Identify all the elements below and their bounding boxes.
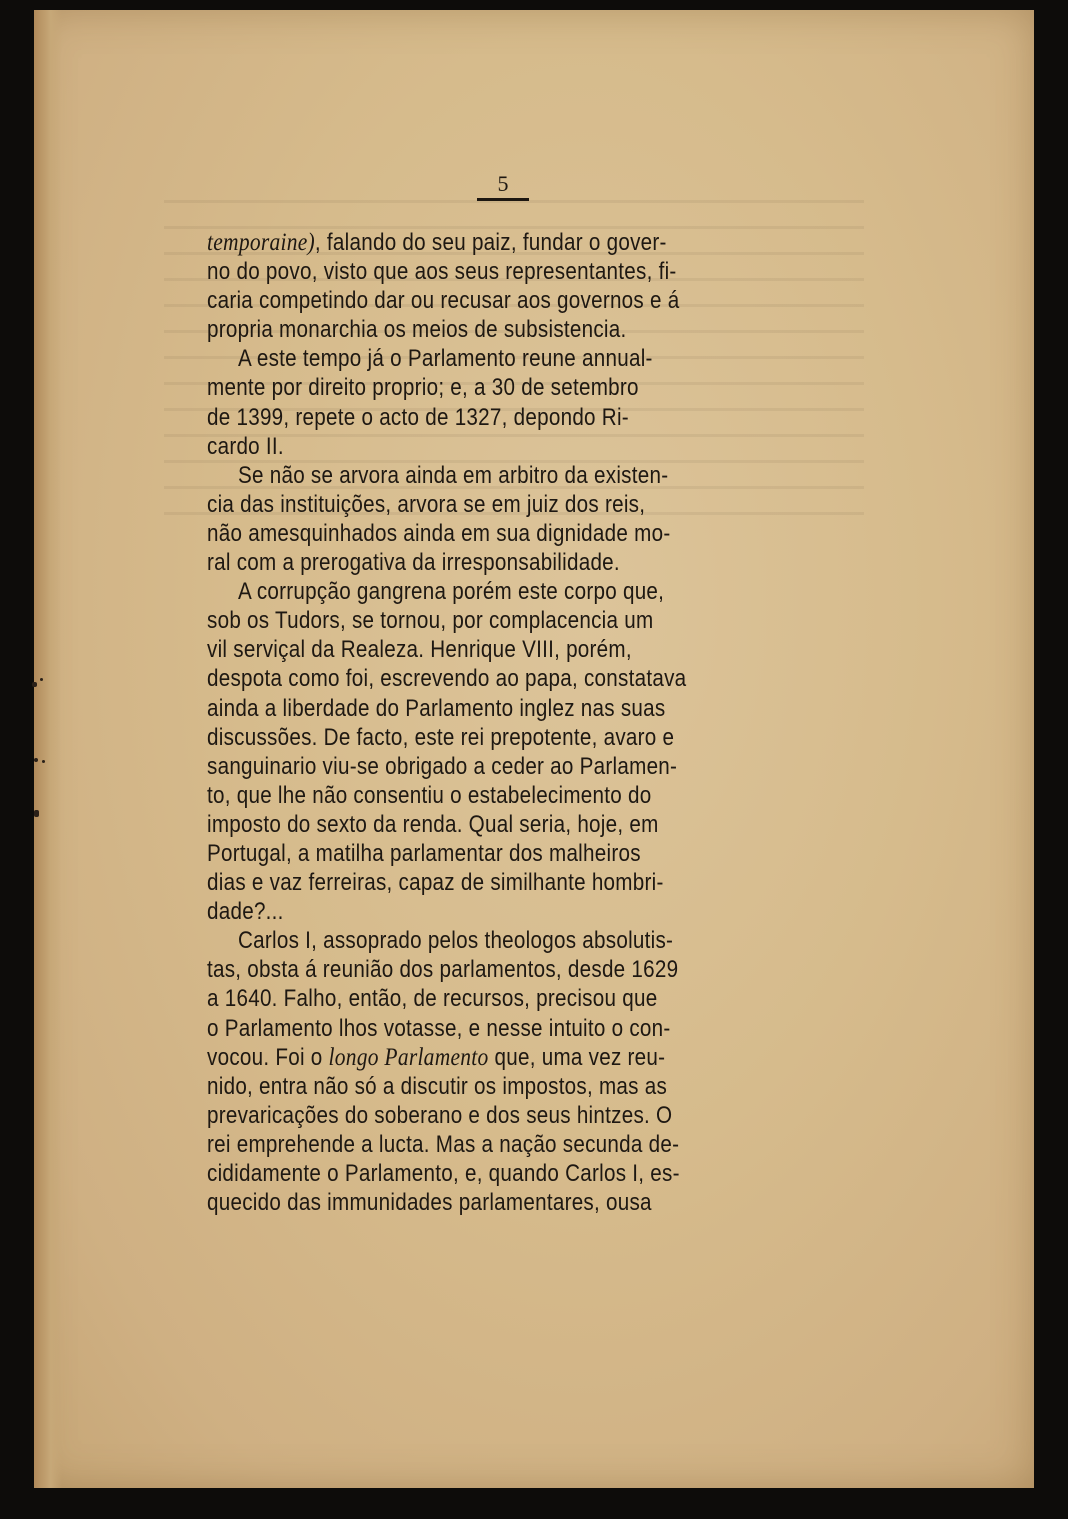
text-line-body: cia das instituições, arvora se em juiz dos reis, — [207, 490, 646, 518]
text-line — [207, 926, 738, 955]
body-text — [207, 228, 825, 1217]
text-line — [207, 548, 738, 577]
page-number: 5 — [497, 171, 509, 196]
text-line-body: A este tempo já o Parlamento reune annual- — [237, 345, 653, 373]
text-line — [207, 228, 738, 257]
text-line-body: caria competindo dar ou recusar aos governos e á — [207, 287, 680, 315]
text-line-body: que, uma vez reu- — [488, 1043, 666, 1071]
text-line-body: sob os Tudors, se tornou, por complacencia um — [207, 607, 654, 635]
text-line-body: dade?... — [207, 898, 284, 926]
text-line — [207, 868, 738, 897]
text-line — [207, 752, 738, 781]
text-line-body: quecido das immunidades parlamentares, ousa — [207, 1189, 652, 1217]
text-line-body: mente por direito proprio; e, a 30 de setembro — [207, 374, 639, 402]
text-line — [207, 664, 738, 693]
text-line-body: de 1399, repete o acto de 1327, depondo Ri- — [207, 403, 629, 431]
text-line-body: tas, obsta á reunião dos parlamentos, desde 1629 — [207, 956, 679, 984]
text-line-body: cididamente o Parlamento, e, quando Carlos I, es- — [207, 1160, 680, 1187]
text-line — [207, 606, 738, 635]
text-line-body: dias e vaz ferreiras, capaz de similhante hombri- — [207, 869, 664, 897]
text-line — [207, 432, 738, 461]
page-number-rule — [477, 198, 529, 201]
text-line-body: ainda a liberdade do Parlamento inglez nas suas — [207, 694, 666, 722]
text-line-body: o Parlamento lhos votasse, e nesse intuito o con- — [207, 1014, 671, 1042]
text-line — [207, 344, 738, 373]
text-line — [207, 1130, 738, 1159]
text-line — [207, 373, 738, 402]
text-line — [207, 257, 738, 286]
text-line-body: cardo II. — [207, 432, 284, 460]
text-line — [207, 694, 738, 723]
text-line — [207, 955, 738, 984]
text-line-body: to, que lhe não consentiu o estabelecimento do — [207, 781, 652, 809]
text-line-body: Carlos I, assoprado pelos theologos absolutis- — [237, 927, 674, 955]
text-line — [207, 839, 738, 868]
text-line — [207, 1072, 738, 1101]
text-line-body: no do povo, visto que aos seus representantes, fi- — [207, 258, 677, 286]
edge-stains — [28, 660, 58, 830]
text-line — [207, 897, 738, 926]
text-line — [207, 984, 738, 1013]
page-header — [473, 172, 533, 201]
text-line — [207, 810, 738, 839]
text-line-body: vil serviçal da Realeza. Henrique VIII, porém, — [207, 636, 632, 664]
text-line-body: sanguinario viu-se obrigado a ceder ao Parlamen- — [207, 752, 678, 780]
text-line — [207, 1043, 738, 1072]
text-line — [207, 461, 738, 490]
text-line — [207, 1101, 738, 1130]
text-line-body: prevaricações do soberano e dos seus hintzes. O — [207, 1101, 673, 1129]
text-line-body: , falando do seu paiz, fundar o gover- — [314, 229, 667, 256]
text-line-body: propria monarchia os meios de subsistencia. — [207, 316, 627, 344]
text-line-body: nido, entra não só a discutir os impostos, mas as — [207, 1072, 668, 1100]
text-line — [207, 635, 738, 664]
text-line-body: Se não se arvora ainda em arbitro da existen- — [237, 461, 669, 489]
text-line-body: Portugal, a matilha parlamentar dos malheiros — [207, 839, 641, 867]
text-line-body: a 1640. Falho, então, de recursos, precisou que — [207, 985, 658, 1013]
text-line-lead: vocou. Foi o — [207, 1043, 329, 1071]
text-line-body: A corrupção gangrena porém este corpo que, — [237, 578, 665, 606]
italic-phrase: longo Parlamento — [328, 1043, 489, 1071]
text-line-body: despota como foi, escrevendo ao papa, constatava — [207, 665, 687, 693]
text-line — [207, 315, 738, 344]
italic-phrase: temporaine) — [207, 229, 315, 256]
text-line — [207, 490, 738, 519]
text-line-body: ral com a prerogativa da irresponsabilidade. — [207, 549, 620, 577]
text-line — [207, 1014, 738, 1043]
text-line-body: discussões. De facto, este rei prepotente, avaro e — [207, 723, 675, 751]
text-line — [207, 403, 738, 432]
text-line-body: imposto do sexto da renda. Qual seria, hoje, em — [207, 810, 659, 838]
text-line — [207, 1159, 738, 1188]
text-line — [207, 1188, 738, 1217]
text-line-body: não amesquinhados ainda em sua dignidade mo- — [207, 519, 671, 547]
text-line — [207, 723, 738, 752]
text-line — [207, 577, 738, 606]
text-line — [207, 519, 738, 548]
text-line-body: rei emprehende a lucta. Mas a nação secunda de- — [207, 1130, 680, 1158]
text-line — [207, 286, 738, 315]
text-line — [207, 781, 738, 810]
